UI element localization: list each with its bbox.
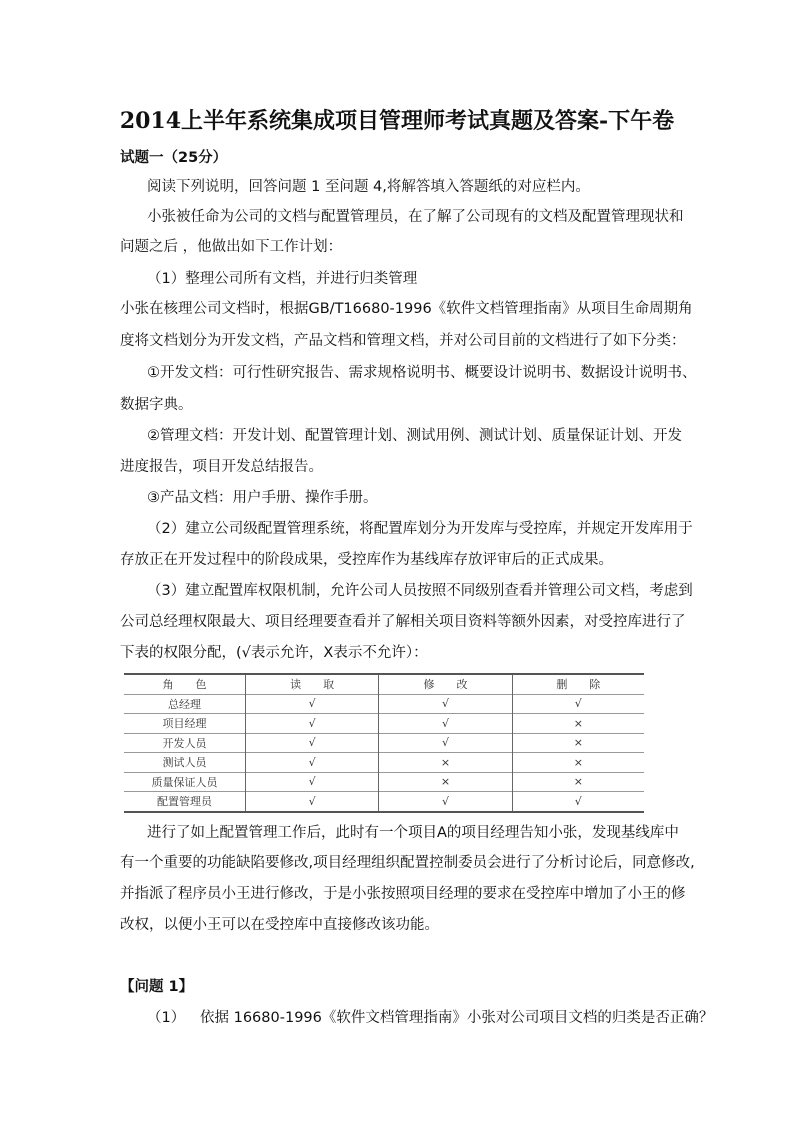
table-row bbox=[124, 792, 644, 812]
paragraph-line: 阅读下列说明，回答问题 1 至问题 4,将解答填入答题纸的对应栏内。 bbox=[147, 179, 590, 195]
question-number: （1） bbox=[147, 1010, 186, 1026]
paragraph-line: 公司总经理权限最大、项目经理要查看并了解相关项目资料等额外因素，对受控库进行了 bbox=[120, 614, 686, 630]
table-row bbox=[124, 733, 644, 753]
document-title: 2014上半年系统集成项目管理师考试真题及答案-下午卷 bbox=[119, 108, 675, 134]
section-heading: 试题一（25分） bbox=[120, 150, 228, 166]
paragraph-line: 问题之后 ，他做出如下工作计划： bbox=[120, 239, 343, 255]
header-read: 读 取 bbox=[246, 674, 379, 694]
delete-cell: × bbox=[512, 772, 644, 792]
delete-cell: √ bbox=[512, 694, 644, 714]
paragraph-line: 进行了如上配置管理工作后，此时有一个项目A的项目经理告知小张，发现基线库中 bbox=[147, 825, 679, 841]
role-cell: 项目经理 bbox=[162, 717, 207, 731]
paragraph-line: 有一个重要的功能缺陷要修改,项目经理组织配置控制委员会进行了分析讨论后，同意修改, bbox=[120, 855, 695, 871]
paragraph-line: 小张在核理公司文档时，根据GB/T16680-1996《软件文档管理指南》从项目生命周期角 bbox=[120, 301, 693, 317]
header-role: 角 色 bbox=[162, 678, 207, 692]
table-row bbox=[124, 714, 644, 734]
modify-cell: √ bbox=[379, 733, 512, 753]
paragraph-line: （3）建立配置库权限机制，允许公司人员按照不同级别查看并管理公司文档，考虑到 bbox=[147, 583, 693, 599]
paragraph-line: 并指派了程序员小王进行修改，于是小张按照项目经理的要求在受控库中增加了小王的修 bbox=[120, 886, 686, 902]
modify-cell: × bbox=[379, 753, 512, 773]
question-heading: 【问题 1】 bbox=[120, 979, 194, 995]
table-header-row bbox=[124, 674, 644, 694]
delete-cell: √ bbox=[512, 792, 644, 812]
role-cell: 测试人员 bbox=[162, 756, 207, 770]
modify-cell: √ bbox=[379, 694, 512, 714]
paragraph-line: 存放正在开发过程中的阶段成果，受控库作为基线库存放评审后的正式成果。 bbox=[120, 552, 613, 568]
header-delete: 删 除 bbox=[512, 674, 644, 694]
paragraph-line: 改权，以便小王可以在受控库中直接修改该功能。 bbox=[120, 917, 439, 933]
paragraph-line: ③产品文档：用户手册、操作手册。 bbox=[147, 490, 378, 506]
delete-cell: × bbox=[512, 733, 644, 753]
read-cell: √ bbox=[246, 753, 379, 773]
table-row bbox=[124, 772, 644, 792]
table-row bbox=[124, 694, 644, 714]
paragraph-line: 度将文档划分为开发文档，产品文档和管理文档，并对公司目前的文档进行了如下分类： bbox=[120, 333, 686, 349]
question-text: 依据 16680-1996《软件文档管理指南》小张对公司项目文档的归类是否正确？ bbox=[200, 1010, 714, 1026]
read-cell: √ bbox=[246, 792, 379, 812]
role-cell: 总经理 bbox=[168, 697, 201, 711]
modify-cell: × bbox=[379, 772, 512, 792]
paragraph-line: 下表的权限分配，(√表示允许，X表示不允许）： bbox=[120, 645, 428, 661]
modify-cell: √ bbox=[379, 714, 512, 734]
paragraph-line: ①开发文档：可行性研究报告、需求规格说明书、概要设计说明书、数据设计说明书、 bbox=[147, 365, 697, 381]
permission-table bbox=[124, 673, 644, 813]
read-cell: √ bbox=[246, 714, 379, 734]
read-cell: √ bbox=[246, 733, 379, 753]
delete-cell: × bbox=[512, 753, 644, 773]
role-cell: 质量保证人员 bbox=[151, 775, 218, 789]
role-cell: 开发人员 bbox=[162, 736, 207, 750]
paragraph-line: （2）建立公司级配置管理系统，将配置库划分为开发库与受控库，并规定开发库用于 bbox=[147, 521, 693, 537]
paragraph-line: ②管理文档：开发计划、配置管理计划、测试用例、测试计划、质量保证计划、开发 bbox=[147, 428, 682, 444]
table-row bbox=[124, 753, 644, 773]
paragraph-line: 数据字典。 bbox=[120, 397, 193, 413]
read-cell: √ bbox=[246, 772, 379, 792]
role-cell: 配置管理员 bbox=[157, 795, 212, 809]
read-cell: √ bbox=[246, 694, 379, 714]
paragraph-line: 进度报告，项目开发总结报告。 bbox=[120, 459, 323, 475]
delete-cell: × bbox=[512, 714, 644, 734]
header-modify: 修 改 bbox=[379, 674, 512, 694]
paragraph-line: （1）整理公司所有文档，并进行归类管理 bbox=[147, 271, 418, 287]
paragraph-line: 小张被任命为公司的文档与配置管理员，在了解了公司现有的文档及配置管理现状和 bbox=[147, 209, 684, 225]
modify-cell: √ bbox=[379, 792, 512, 812]
